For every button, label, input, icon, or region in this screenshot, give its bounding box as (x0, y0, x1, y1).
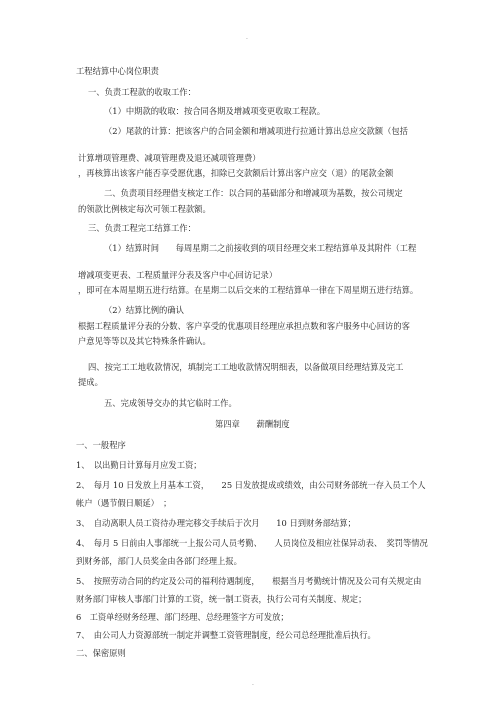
body-line: （2）尾款的计算：把该客户的合同金额和增减项进行拉通计算出总应交款额（包括 (104, 126, 408, 136)
top-mark: . (246, 34, 248, 41)
body-line: 的领款比例核定每次可领工程款额。 (78, 204, 211, 214)
list-item: 4、 每月 5 日前由人事部统一上报公司人员考勤、 人员岗位及相应社保异动表、 奖罚等情况 (76, 538, 428, 548)
body-line: 提成。 (78, 377, 103, 387)
list-item: 1、 以出勤日计算每月应发工资； (76, 460, 202, 470)
body-line: （2）结算比例的确认 (104, 305, 184, 315)
body-line: ，再核算出该客户能否享受愿优惠，扣除已交款额后计算出客户应交（退）的尾款金额 (78, 168, 394, 178)
body-line: 户意见等等以及其它特殊条件确认。 (78, 336, 211, 346)
section-heading: 三、负责工程完工结算工作： (88, 223, 196, 233)
body-line: 计算增项管理费、减项管理费及退还减项管理费） (78, 153, 261, 163)
section-heading: 一、负责工程款的收取工作： (88, 87, 196, 97)
list-item: 7、 由公司人力资源部统一制定并调整工资管理制度，经公司总经理批准后执行。 (76, 630, 376, 640)
body-line: （1）中期款的收取：按合同各期及增减项变更收取工程款。 (104, 106, 325, 116)
body-line: 根据工程质量评分表的分数、客户享受的优惠项目经理应承担点数和客户服务中心回访的客 (78, 321, 410, 331)
chapter-title: 第四章 薪酬制度 (215, 419, 290, 429)
subsection-heading: 一、一般程序 (76, 440, 126, 450)
section-heading: 二、负责项目经理借支核定工作：以合同的基础部分和增减项为基数，按公司规定 (104, 188, 403, 198)
subsection-heading: 二、保密原则 (76, 648, 126, 658)
list-item: 6 工资单经财务经理、部门经理、总经理签字方可发放； (76, 612, 289, 622)
list-item-continuation: 财务部门审核人事部门计算的工资，统一制工资表，执行公司有关制度、规定； (76, 594, 367, 604)
bottom-mark: . (252, 680, 254, 687)
list-item: 2、 每月 10 日发放上月基本工资， 25 日发放提成或绩效，由公司财务部统一存入员工个人 (76, 480, 426, 490)
list-item-continuation: 帐户（遇节假日顺延） ； (76, 498, 172, 508)
body-line: ，即可在本周星期五进行结算。在星期二以后交来的工程结算单一律在下周星期五进行结算。 (78, 285, 419, 295)
section-heading: 五、完成领导交办的其它临时工作。 (104, 398, 237, 408)
section-heading: 四、按完工工地收款情况，填制完工工地收款情况明细表，以备做项目经理结算及完工 (88, 362, 404, 372)
list-item: 3、 自动离职人员工资待办理完移交手续后于次月 10 日到财务部结算； (76, 518, 356, 528)
body-line: （1）结算时间 每周星期二之前接收到的项目经理交来工程结算单及其附件（工程 (104, 243, 417, 253)
doc-title: 工程结算中心岗位职责 (76, 66, 159, 76)
body-line: 增减项变更表、工程质量评分表及客户中心回访记录） (78, 270, 278, 280)
list-item-continuation: 到财务部，部门人员奖金由各部门经理上报。 (76, 556, 242, 566)
list-item: 5、 按照劳动合同的约定及公司的福利待遇制度， 根据当月考勤统计情况及公司有关规定由 (76, 576, 422, 586)
